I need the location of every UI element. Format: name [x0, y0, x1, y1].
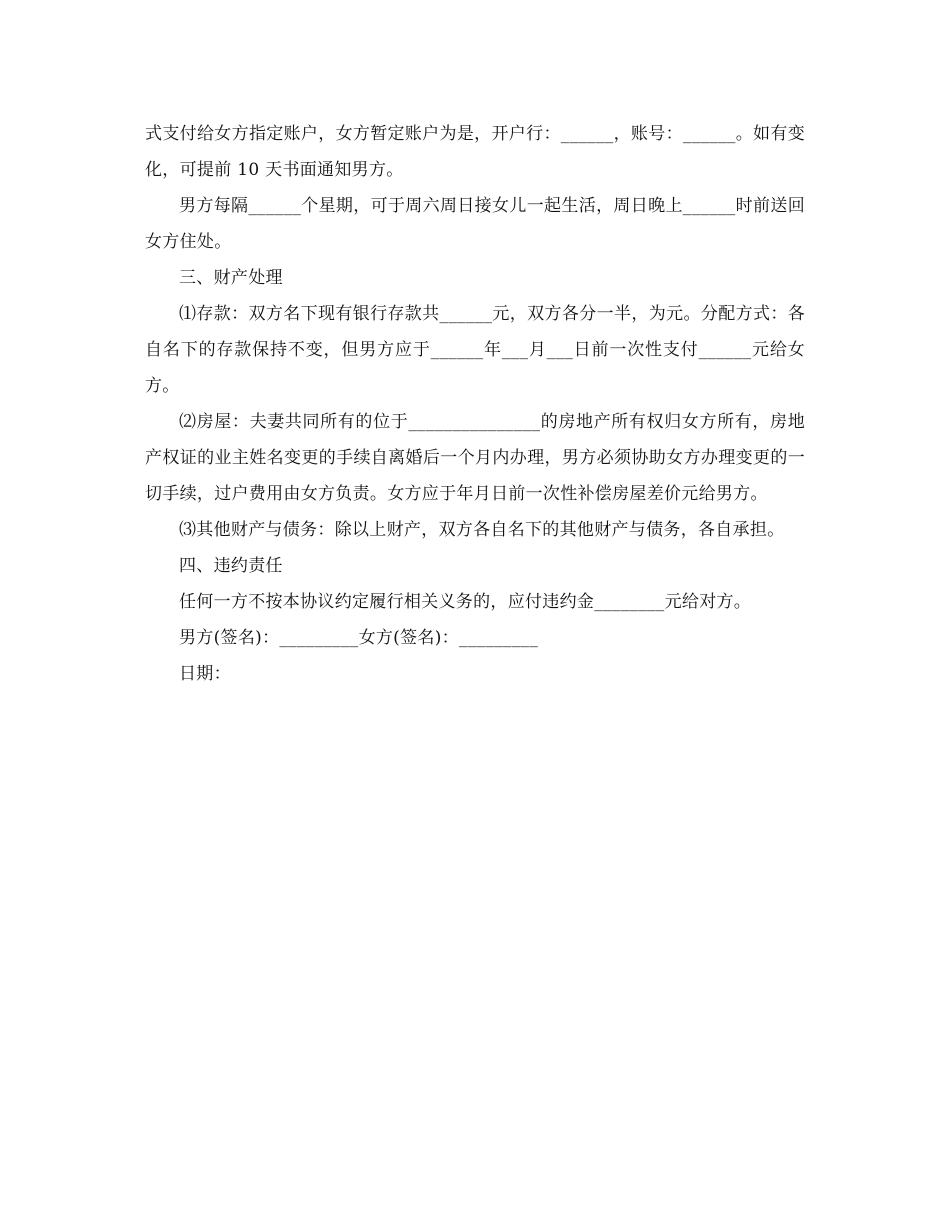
section-heading-liability: 四、违约责任: [179, 556, 283, 576]
document-page: [145, 116, 805, 692]
other-property-paragraph: ⑶其他财产与债务：除以上财产，双方各自名下的其他财产与债务，各自承担。: [179, 520, 785, 540]
section-heading-property: 三、财产处理: [179, 268, 283, 288]
signature-line: 男方(签名)：_________女方(签名)：_________: [179, 628, 539, 648]
house-paragraph: ⑵房屋：夫妻共同所有的位于_______________的房地产所有权归女方所有，房地产权证的业主姓名变更的手续自离婚后一个月内办理，男方必须协助女方办理变更的一切手续，过户费用由女方负责。女方应于年月日前一次性补偿房屋差价元给男方。: [145, 412, 805, 504]
penalty-paragraph: 任何一方不按本协议约定履行相关义务的，应付违约金________元给对方。: [179, 592, 752, 612]
date-line: 日期：: [179, 664, 231, 684]
payment-account-paragraph: 式支付给女方指定账户，女方暂定账户为是，开户行：______，账号：______。如有变化，可提前 10 天书面通知男方。: [145, 124, 805, 180]
visitation-paragraph: 男方每隔______个星期，可于周六周日接女儿一起生活，周日晚上______时前送回女方住处。: [145, 196, 805, 252]
savings-paragraph: ⑴存款：双方名下现有银行存款共______元，双方各分一半，为元。分配方式：各自名下的存款保持不变，但男方应于______年___月___日前一次性支付______元给女方。: [145, 304, 805, 396]
